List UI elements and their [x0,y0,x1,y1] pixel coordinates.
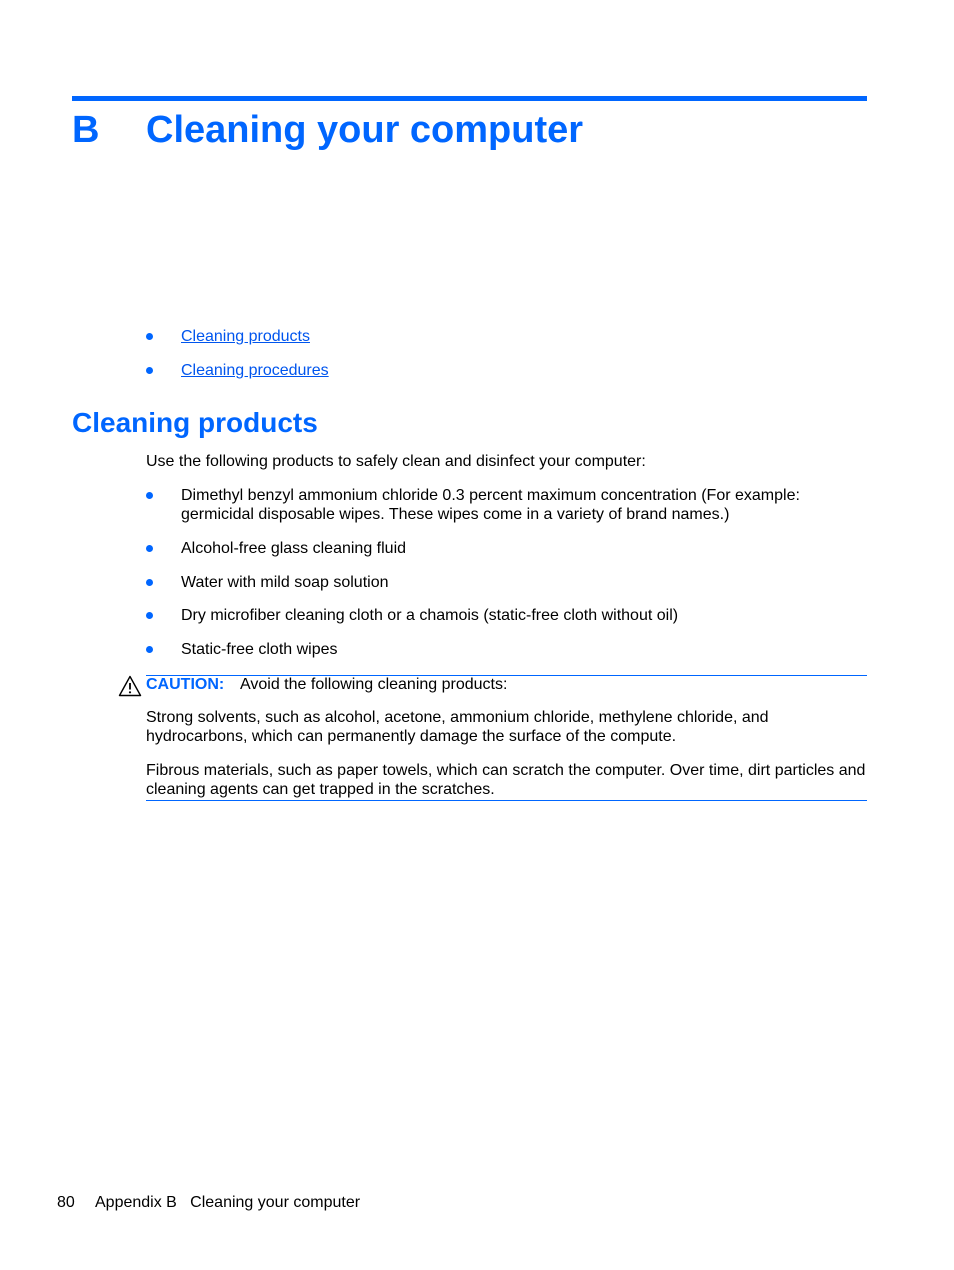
caution-paragraph: Strong solvents, such as alcohol, acetone, ammonium chloride, methylene chloride, and hydrocarbons, which can permanently damage the surface of the compute. [146,709,769,745]
chapter-letter: B [72,109,100,151]
bullet-icon [146,492,153,499]
toc-link-cleaning-procedures[interactable]: Cleaning procedures [181,362,329,379]
caution-text: Avoid the following cleaning products: [240,676,508,693]
product-item-text: Water with mild soap solution [181,574,389,591]
product-item-text: Dimethyl benzyl ammonium chloride 0.3 percent maximum concentration (For example: germicidal disposable wipes. These wipes come in a variety of brand names.) [181,487,800,523]
product-item-text: Alcohol-free glass cleaning fluid [181,540,407,557]
bullet-icon [146,579,153,586]
page-number: 80 [57,1194,75,1211]
bullet-icon [146,545,153,552]
warning-triangle-icon [118,675,142,697]
caution-paragraph: Fibrous materials, such as paper towels, which can scratch the computer. Over time, dirt particles and cleaning agents can get trapped in the scratches. [146,762,866,798]
caution-bottom-rule [146,800,867,801]
product-item-text: Dry microfiber cleaning cloth or a chamois (static-free cloth without oil) [181,607,679,624]
chapter-rule [72,96,867,101]
footer-text: Appendix B Cleaning your computer [95,1194,361,1211]
toc-link-cleaning-products[interactable]: Cleaning products [181,328,310,345]
bullet-icon [146,612,153,619]
section-intro: Use the following products to safely clean and disinfect your computer: [146,453,646,470]
bullet-icon [146,646,153,653]
bullet-icon [146,333,153,340]
caution-label: CAUTION: [146,676,225,693]
section-title: Cleaning products [72,407,318,438]
product-item-text: Static-free cloth wipes [181,641,338,658]
bullet-icon [146,367,153,374]
chapter-title: Cleaning your computer [146,109,584,151]
